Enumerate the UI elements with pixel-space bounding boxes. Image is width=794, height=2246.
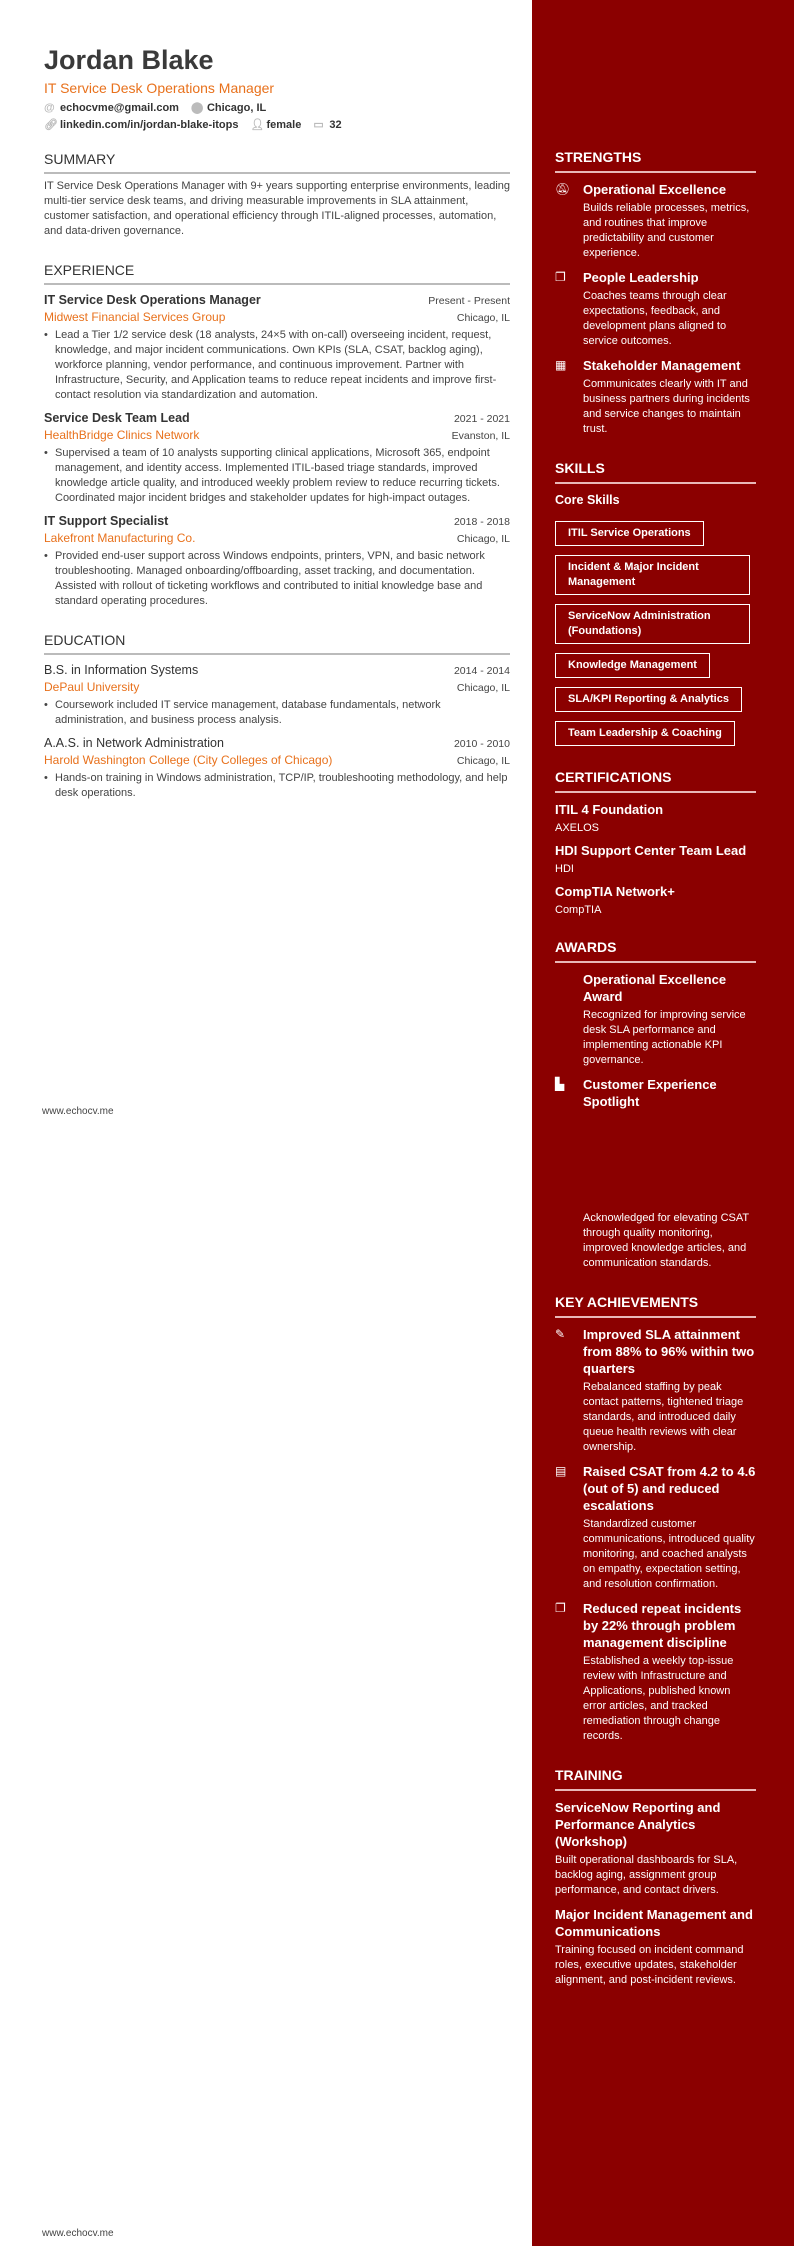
item-title: Stakeholder Management — [583, 358, 741, 373]
certification-issuer: CompTIA — [555, 904, 602, 916]
item-title: Customer Experience Spotlight — [583, 1077, 717, 1109]
item-title: Reduced repeat incidents by 22% through problem management discipline — [583, 1601, 742, 1650]
degree: A.A.S. in Network Administration — [44, 736, 224, 750]
training-item — [555, 1799, 756, 1898]
location: Chicago, IL — [456, 682, 510, 694]
strengths-item — [555, 181, 756, 261]
skills-group-label: Core Skills — [555, 493, 620, 507]
item-title: Improved SLA attainment from 88% to 96% within two quarters — [583, 1327, 755, 1376]
file-signature-icon: ✎ — [555, 1327, 566, 1341]
training-description: Training focused on incident command roles, executive updates, stakeholder alignment, and post-incident reviews. — [555, 1944, 744, 1986]
training-item — [555, 1906, 756, 1988]
item-description: Rebalanced staffing by peak contact patterns, tightened triage standards, and introduced daily queue health reviews with clear ownership. — [583, 1381, 744, 1453]
training-description: Built operational dashboards for SLA, backlog aging, assignment group performance, and contact drivers. — [555, 1854, 738, 1896]
strengths-heading: STRENGTHS — [555, 148, 756, 173]
company-name: HealthBridge Clinics Network — [44, 428, 200, 442]
skill-tag: ITIL Service Operations — [555, 521, 704, 546]
school-name: DePaul University — [44, 680, 140, 694]
contact-value: Chicago, IL — [206, 102, 267, 114]
strengths-item — [555, 269, 756, 349]
school-name: Harold Washington College (City Colleges of Chicago) — [44, 753, 333, 767]
item-title: Raised CSAT from 4.2 to 4.6 (out of 5) and reduced escalations — [583, 1464, 756, 1513]
date-range: 2010 - 2010 — [453, 738, 510, 750]
file-invoice-icon: ▤ — [555, 1464, 567, 1478]
skill-tag: ServiceNow Administration (Foundations) — [555, 604, 750, 644]
achievements-item — [555, 1463, 756, 1592]
location: Chicago, IL — [456, 312, 510, 324]
item-description: Coaches teams through clear expectations, feedback, and development plans aligned to service outcomes. — [583, 290, 727, 347]
at-icon: @ — [44, 102, 55, 114]
contact-value: echocvme@gmail.com — [60, 102, 179, 114]
item-description: Recognized for improving service desk SLA performance and implementing actionable KPI governance. — [583, 1009, 746, 1066]
achievements-item — [555, 1326, 756, 1455]
skill-tag: Team Leadership & Coaching — [555, 721, 735, 746]
item-description: Established a weekly top-issue review with Infrastructure and Applications, published known error articles, and tracked remediation through change records. — [583, 1655, 734, 1742]
contact-list — [44, 101, 464, 132]
copy-icon: ❐ — [555, 1601, 566, 1615]
achievements-item — [555, 1600, 756, 1744]
education-entry — [44, 662, 510, 728]
candidate-name: Jordan Blake — [44, 45, 214, 75]
awards-heading: AWARDS — [555, 938, 756, 963]
skill-tag: Knowledge Management — [555, 653, 710, 678]
certification-issuer: HDI — [555, 863, 574, 875]
position-title: IT Service Desk Operations Manager — [44, 293, 261, 307]
summary-heading: SUMMARY — [44, 150, 510, 174]
awards-item — [555, 1076, 756, 1271]
certification-item — [555, 801, 756, 834]
page-break — [583, 1110, 756, 1208]
bell-slash-icon: 🔕︎ — [555, 182, 571, 196]
footer-link[interactable]: www.echocv.me — [42, 2228, 114, 2239]
contact-linkedin[interactable] — [44, 118, 238, 132]
contact-value: female — [266, 119, 302, 131]
store-icon: ▦ — [555, 358, 567, 372]
code-icon — [555, 971, 583, 1068]
location: Chicago, IL — [456, 533, 510, 545]
certification-issuer: AXELOS — [555, 822, 600, 834]
contact-email[interactable] — [44, 101, 179, 115]
certification-item — [555, 883, 756, 916]
contact-age — [313, 118, 341, 132]
location-icon: ⬤ — [190, 102, 204, 114]
bullet-point: • Lead a Tier 1/2 service desk (18 analysts, 24×5 with on-call) overseeing incident, request, knowledge, and major incident communications. Own KPIs (SLA, CSAT, backlog aging), workforce planning, vendor performance, and continuous improvement. Partner with Infrastructure, Security, and Application teams to reduce repeat incidents and improve first-contact resolution via standardization and automation. — [44, 328, 510, 403]
education-heading: EDUCATION — [44, 631, 510, 655]
item-title: Operational Excellence Award — [583, 972, 727, 1004]
achievements-heading: KEY ACHIEVEMENTS — [555, 1293, 756, 1318]
position-title: Service Desk Team Lead — [44, 411, 190, 425]
contact-gender — [250, 118, 301, 132]
skill-tag: SLA/KPI Reporting & Analytics — [555, 687, 742, 712]
degree: B.S. in Information Systems — [44, 663, 199, 677]
sidebar — [532, 0, 794, 2246]
date-range: Present - Present — [428, 295, 510, 307]
awards-item — [555, 971, 756, 1068]
education-entry — [44, 735, 510, 801]
date-range: 2018 - 2018 — [453, 516, 510, 528]
main-column — [44, 44, 510, 801]
item-title: Operational Excellence — [583, 182, 727, 197]
bullet-point: • Supervised a team of 10 analysts supporting clinical applications, Microsoft 365, endpoint management, and identity access. Implemented ITIL-based triage standards, improved knowledge article quality, and introduced weekly problem review to reduce recurring tickets. Coordinated major incident bridges and stakeholder updates for high-impact outages. — [44, 446, 510, 506]
certification-name: CompTIA Network+ — [555, 884, 675, 899]
item-title: People Leadership — [583, 270, 699, 285]
item-description: Standardized customer communications, introduced quality monitoring, and coached analysts on empathy, expectation setting, and resolution confirmation. — [583, 1518, 755, 1590]
company-name: Midwest Financial Services Group — [44, 310, 226, 324]
date-range: 2021 - 2021 — [453, 413, 510, 425]
experience-entry — [44, 513, 510, 609]
certifications-heading: CERTIFICATIONS — [555, 768, 756, 793]
experience-entry — [44, 410, 510, 506]
user-icon: 👤︎ — [250, 119, 265, 131]
contact-value: linkedin.com/in/jordan-blake-itops — [60, 119, 239, 131]
item-description: Builds reliable processes, metrics, and routines that improve predictability and customer experience. — [583, 202, 750, 259]
summary-text: IT Service Desk Operations Manager with 9+ years supporting enterprise environments, leading multi-tier service desk teams, and driving measurable improvements in SLA attainment, customer satisfaction, and operational efficiency through ITIL-aligned processes, automation, and data-driven governance. — [44, 180, 511, 237]
strengths-item — [555, 357, 756, 437]
certification-name: HDI Support Center Team Lead — [555, 843, 747, 858]
link-icon: 🔗︎ — [44, 119, 58, 131]
footer-link[interactable]: www.echocv.me — [42, 1106, 114, 1117]
skills-heading: SKILLS — [555, 459, 756, 484]
copy-icon: ❐ — [555, 270, 566, 284]
item-description: Acknowledged for elevating CSAT through quality monitoring, improved knowledge articles, and communication standards. — [583, 1212, 749, 1269]
contact-value: 32 — [329, 119, 342, 131]
job-title: IT Service Desk Operations Manager — [44, 80, 275, 96]
bullet-point: • Coursework included IT service management, database fundamentals, network administration, and business process analysis. — [44, 698, 510, 728]
contact-location — [191, 101, 266, 115]
location: Chicago, IL — [456, 755, 510, 767]
training-title: Major Incident Management and Communications — [555, 1907, 753, 1939]
date-range: 2014 - 2014 — [453, 665, 510, 677]
item-description: Communicates clearly with IT and business partners during incidents and service changes to maintain trust. — [583, 378, 750, 435]
file-icon: ▙ — [555, 1077, 565, 1091]
bullet-point: • Hands-on training in Windows administration, TCP/IP, troubleshooting methodology, and help desk operations. — [44, 771, 510, 801]
training-title: ServiceNow Reporting and Performance Analytics (Workshop) — [555, 1800, 721, 1849]
location: Evanston, IL — [451, 430, 510, 442]
skill-tag: Incident & Major Incident Management — [555, 555, 750, 595]
experience-heading: EXPERIENCE — [44, 261, 510, 285]
experience-entry — [44, 292, 510, 403]
certification-item — [555, 842, 756, 875]
company-name: Lakefront Manufacturing Co. — [44, 531, 196, 545]
bullet-point: • Provided end-user support across Windows endpoints, printers, VPN, and basic network troubleshooting. Managed onboarding/offboarding, asset tracking, and documentation. Assisted with rollout of ticketing workflows and contributed to initial knowledge base and standard operating procedures. — [44, 549, 510, 609]
certification-name: ITIL 4 Foundation — [555, 802, 664, 817]
calendar-icon: ▭ — [313, 119, 324, 131]
training-heading: TRAINING — [555, 1766, 756, 1791]
position-title: IT Support Specialist — [44, 514, 169, 528]
